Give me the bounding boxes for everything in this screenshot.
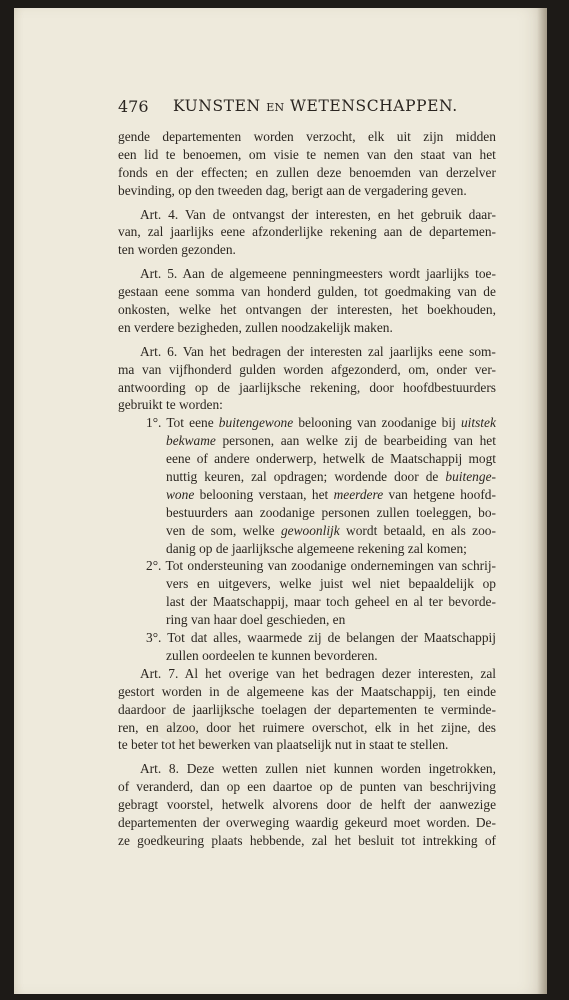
text-line: gebruikt te worden:: [118, 397, 223, 413]
text-line: eene of andere onderwerp, hetwelk de Maatschappij mogt: [166, 451, 496, 467]
text-line: fonds en der effecten; en zullen deze benoemden van derzelver: [118, 164, 496, 180]
body-text: [118, 128, 496, 850]
text-line: bestuurders aan zoodanige personen zullen toeleggen, bo-: [166, 504, 496, 520]
text-line: gende departementen worden verzocht, elk uit zijn midden: [118, 129, 496, 144]
text-line: departementen der overweging waardig gekeurd moet worden. De-: [118, 814, 496, 830]
text-line: antwoording op de jaarlijksche rekening, door hoofdbestuurders: [118, 379, 497, 395]
text-line: wone belooning verstaan, het meerdere van hetgene hoofd-: [166, 486, 496, 502]
text-line: bekwame personen, aan welke zij de bearbeiding van het: [166, 433, 496, 449]
text-line: bevinding, op den tweeden dag, berigt aan de vergadering geven.: [118, 182, 467, 198]
text-line: en verdere bezigheden, zullen noodzakelijk maken.: [118, 319, 393, 335]
text-line: te beter tot het bewerken van plaatselijk nut in staat te stellen.: [118, 737, 449, 753]
title-small: EN: [266, 101, 285, 114]
text-line: 3°. Tot dat alles, waarmede zij de belangen der Maatschappij: [146, 630, 496, 646]
text-line: een lid te benoemen, om visie te nemen van den staat van het: [118, 146, 496, 162]
text-line: Art. 6. Van het bedragen der interesten zal jaarlijks eene som-: [140, 343, 496, 359]
text-line: Art. 8. Deze wetten zullen niet kunnen worden ingetrokken,: [140, 761, 496, 777]
running-title: [173, 97, 458, 115]
text-line: ven de som, welke gewoonlijk wordt betaald, en als zoo-: [166, 522, 496, 538]
text-line: 2°. Tot ondersteuning van zoodanige ondernemingen van schrij-: [146, 558, 497, 574]
title-part-2: WETENSCHAPPEN.: [290, 97, 458, 115]
text-line: 1°. Tot eene buitengewone belooning van zoodanige bij uitstek: [146, 415, 496, 431]
book-page: [14, 8, 547, 994]
text-line: of veranderd, dan op een daartoe op de punten van beschrijving: [118, 779, 496, 795]
text-line: ze goedkeuring plaats hebbende, zal het besluit tot intrekking of: [118, 832, 496, 848]
text-line: gebragt voorstel, hetwelk alvorens door de helft der aanwezige: [118, 797, 497, 813]
text-line: zullen oordeelen te kunnen bevorderen.: [166, 647, 378, 663]
text-line: vers en uitgevers, welke juist wel niet bepaaldelijk op: [166, 576, 496, 592]
text-line: daardoor de jaarlijksche toelagen der departementen te verminde-: [118, 701, 496, 717]
text-line: last der Maatschappij, maar toch geheel en al ter bevorde-: [166, 594, 496, 610]
text-line: ma van vijfhonderd gulden worden afgezonderd, om, onder ver-: [118, 361, 496, 377]
page-number: 476: [118, 97, 149, 116]
title-part-1: KUNSTEN: [173, 97, 261, 115]
text-line: nuttig keuren, zal opdragen; wordende door de buitenge-: [166, 469, 496, 485]
text-line: ren, en alzoo, door het ruimere overschot, elk in het zijne, des: [118, 719, 497, 735]
text-line: Art. 5. Aan de algemeene penningmeesters wordt jaarlijks toe-: [140, 266, 496, 282]
text-line: gestaan eene somma van honderd gulden, tot goedmaking van de: [118, 284, 496, 300]
text-line: Art. 4. Van de ontvangst der interesten, en het gebruik daar-: [140, 206, 496, 222]
text-line: ring van haar doel geschieden, en: [166, 612, 346, 628]
text-line: danig op de jaarlijksche algemeene rekening zal komen;: [166, 540, 467, 556]
running-header: [118, 97, 468, 119]
text-line: gestort worden in de algemeene kas der Maatschappij, ten einde: [118, 683, 497, 699]
text-line: ten worden gezonden.: [118, 242, 236, 258]
text-line: onkosten, welke het ontvangen der interesten, het boekhouden,: [118, 302, 496, 318]
text-line: van, zal jaarlijks eene afzonderlijke rekening aan de departemen-: [118, 224, 496, 240]
text-line: Art. 7. Al het overige van het bedragen dezer interesten, zal: [140, 665, 496, 681]
